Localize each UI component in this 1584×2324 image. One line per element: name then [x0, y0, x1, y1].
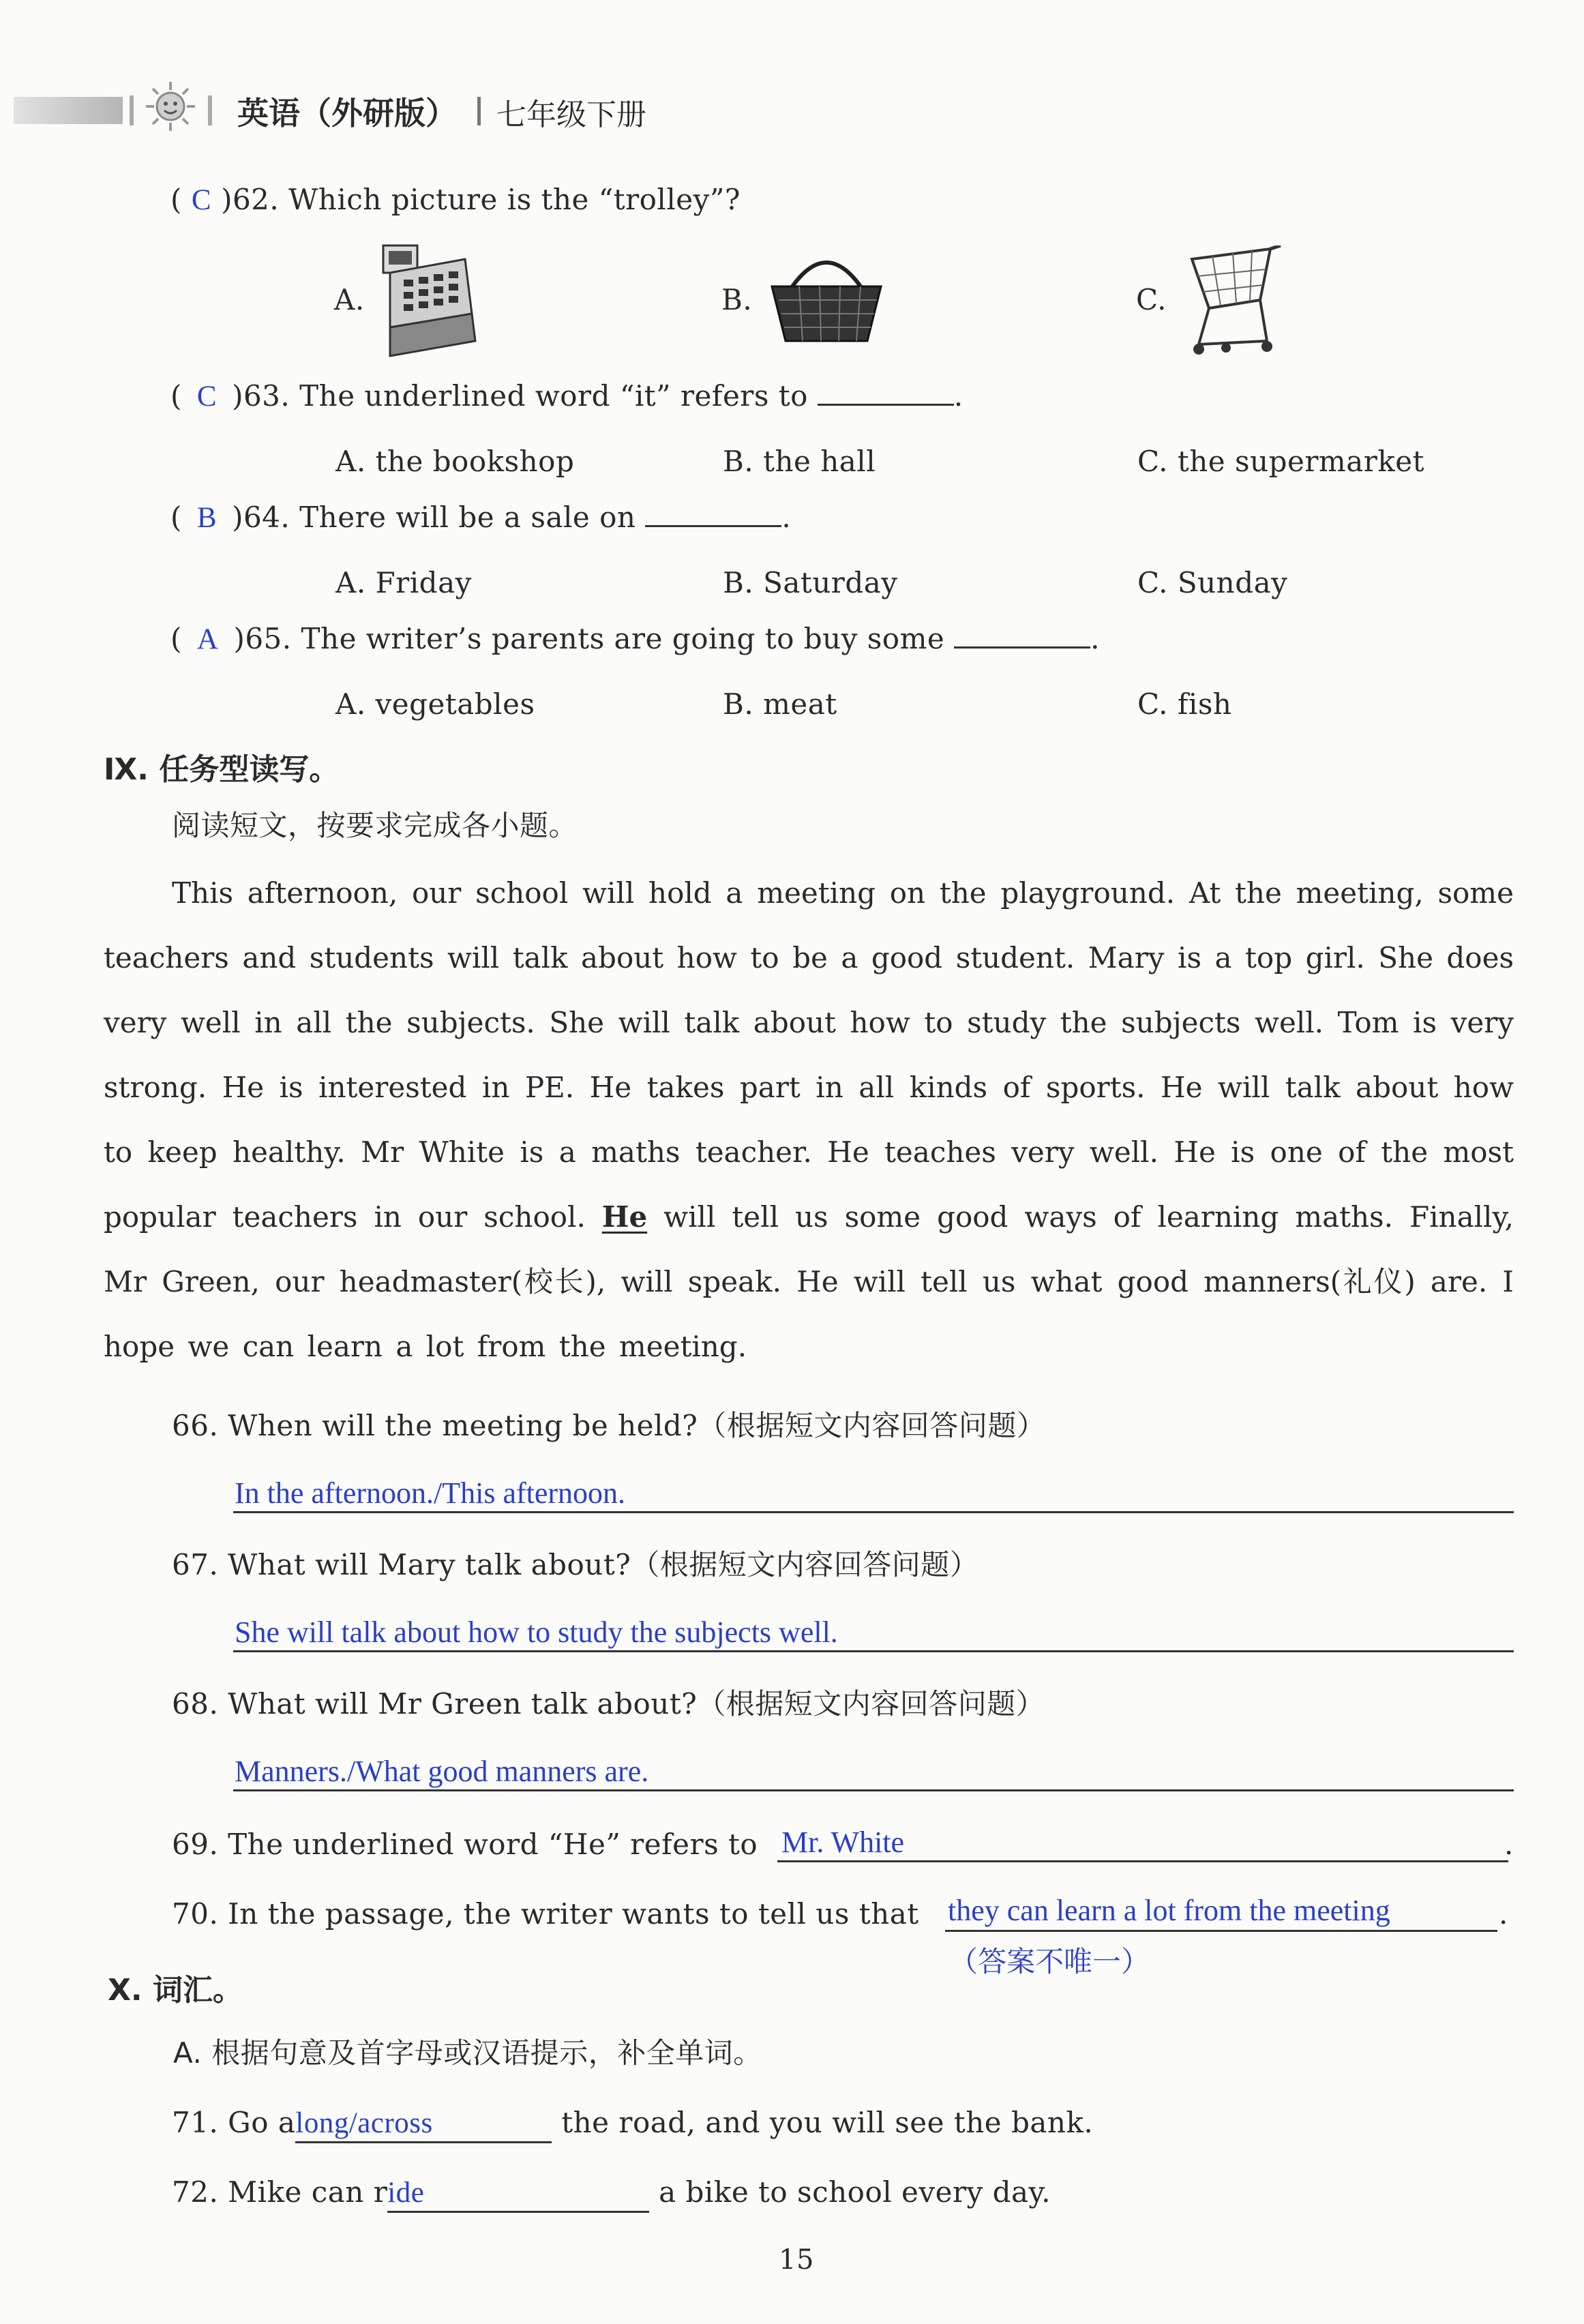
answer-69: Mr. White: [781, 1826, 905, 1859]
period-70: .: [1499, 1897, 1508, 1931]
answer-71: long/across: [295, 2107, 433, 2139]
question-65: ( A )65. The writer’s parents are going to buy some .: [170, 622, 1100, 655]
shopping-basket-icon: [765, 245, 888, 348]
question-70: 70. In the passage, the writer wants to tell us that: [172, 1897, 919, 1931]
answer-line-67: [233, 1650, 1514, 1652]
option-62-a: A.: [334, 283, 365, 316]
question-69: 69. The underlined word “He” refers to: [172, 1828, 758, 1861]
option-65-c: C. fish: [1137, 687, 1232, 721]
answer-70: they can learn a lot from the meeting: [948, 1894, 1390, 1927]
page-number: 15: [779, 2244, 814, 2276]
question-71: 71. Go along/across the road, and you will see the bank.: [172, 2106, 1093, 2143]
header-bar: [14, 97, 123, 124]
question-63: ( C )63. The underlined word “it” refers to .: [170, 379, 963, 413]
blank-64: [645, 525, 781, 527]
answer-67: She will talk about how to study the subjects well.: [235, 1615, 838, 1649]
blank-71: [295, 2106, 552, 2143]
option-64-b: B. Saturday: [723, 566, 898, 599]
answer-62: C: [191, 184, 212, 216]
blank-72: [387, 2175, 649, 2213]
answer-68: Manners./What good manners are.: [235, 1755, 649, 1788]
underlined-he: He: [601, 1200, 648, 1234]
answer-65: A: [196, 623, 219, 655]
question-72: 72. Mike can ride a bike to school every day.: [172, 2175, 1051, 2213]
answer-72: ide: [387, 2177, 425, 2209]
option-63-b: B. the hall: [723, 445, 876, 478]
sun-icon: [145, 80, 196, 132]
header-divider: [130, 95, 134, 125]
section-10-part-a: A. 根据句意及首字母或汉语提示，补全单词。: [173, 2036, 762, 2070]
answer-64: B: [196, 502, 218, 534]
trolley-icon: [1178, 245, 1287, 358]
blank-65: [954, 646, 1090, 649]
section-10-title: Ⅹ. 词汇。: [108, 1973, 243, 2008]
option-62-c: C.: [1136, 283, 1167, 316]
answer-66: In the afternoon./This afternoon.: [235, 1476, 626, 1510]
question-68: 68. What will Mr Green talk about?（根据短文内容回答问题）: [172, 1687, 1045, 1720]
blank-63: [818, 404, 954, 406]
option-63-a: A. the bookshop: [335, 445, 575, 478]
answer-line-66: [233, 1511, 1514, 1513]
reading-passage: This afternoon, our school will hold a meeting on the playground. At the meeting, some teachers and students will talk about how to be a good student. Mary is a top girl. She does very well in all the subjects. She will talk about how to study the subjects well. Tom is very strong. He is interested in PE. He takes part in all kinds of sports. He will talk about how to keep healthy. Mr White is a maths teacher. He teaches very well. He is one of the most popular teachers in our school. He will tell us some good ways of learning maths. Finally, Mr Green, our headmaster(校长), will speak. He will tell us what good manners(礼仪) are. I hope we can learn a lot from the meeting.: [104, 876, 1514, 1363]
option-64-c: C. Sunday: [1137, 566, 1288, 599]
question-67: 67. What will Mary talk about?（根据短文内容回答问题）: [172, 1548, 979, 1581]
answer-line-68: [233, 1789, 1514, 1791]
book-title: 英语（外研版）: [237, 95, 457, 132]
period-69: .: [1504, 1828, 1514, 1861]
section-9-instruction: 阅读短文，按要求完成各小题。: [172, 809, 578, 842]
book-grade: 七年级下册: [496, 98, 646, 132]
cash-register-icon: [376, 239, 479, 361]
header-separator: [477, 97, 481, 125]
option-65-a: A. vegetables: [335, 687, 535, 721]
question-64: ( B )64. There will be a sale on .: [170, 501, 792, 534]
section-9-title: Ⅸ. 任务型读写。: [104, 752, 340, 787]
answer-line-70: [945, 1930, 1497, 1932]
question-66: 66. When will the meeting be held?（根据短文内容回答问题）: [172, 1409, 1046, 1442]
option-64-a: A. Friday: [335, 566, 472, 599]
answer-63: C: [196, 381, 218, 413]
question-62: ( C )62. Which picture is the “trolley”?: [170, 183, 741, 216]
answer-line-69: [777, 1860, 1508, 1862]
option-65-b: B. meat: [723, 687, 837, 721]
option-62-b: B.: [721, 283, 753, 316]
header-divider-2: [208, 95, 212, 125]
answer-70-note: （答案不唯一）: [949, 1945, 1150, 1978]
option-63-c: C. the supermarket: [1137, 445, 1425, 478]
